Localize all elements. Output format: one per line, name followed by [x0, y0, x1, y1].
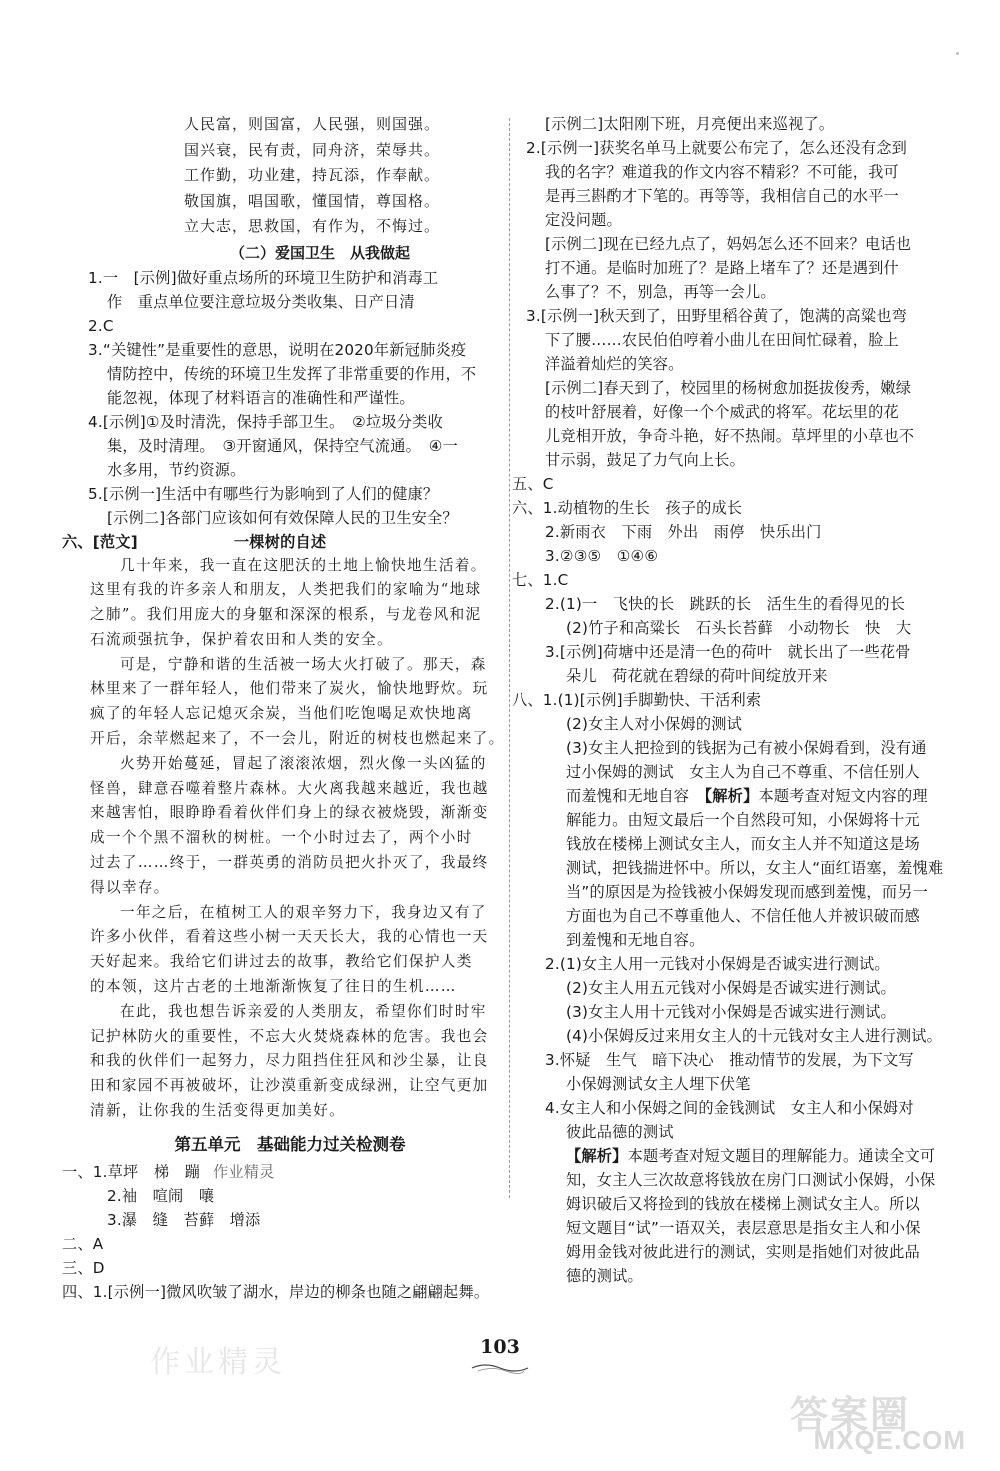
essay-line: 可是，宁静和谐的生活被一场大火打破了。那天，森	[120, 655, 487, 673]
answer-line: (2)女主人对小保姆的测试	[566, 715, 742, 733]
answer-line: 姆用金钱对彼此进行的测试，实则是指她们对彼此品	[566, 1243, 920, 1261]
answer-line: 当”的原因是为捡钱被小保姆发现而感到羞愧，而另一	[566, 883, 928, 901]
answer-line: 3.怀疑 生气 暗下决心 推动情节的发展，为下文写	[545, 1051, 914, 1069]
poem-line: 工作勤，功业建，持瓦添，作奉献。	[184, 166, 441, 184]
answer-line: 解能力。由短文最后一个自然段可知，小保姆将十元	[566, 811, 920, 829]
essay-line: 一年之后，在植树工人的艰辛努力下，我身边又有了	[120, 903, 487, 921]
essay-line: 过去了……终于，一群英勇的消防员把火扑灭了，我最终	[90, 854, 489, 872]
answer-line: 是再三斟酌才下笔的。再等等，我相信自己的水平一	[545, 187, 899, 205]
answer-line: 4.[示例]①及时清洗，保持手部卫生。 ②垃圾分类收	[88, 412, 443, 431]
poem-line: 立大志，思救国，有作为，不悔过。	[184, 217, 441, 235]
section-title: （二）爱国卫生 从我做起	[229, 243, 410, 262]
answer-line: 朵儿 荷花就在碧绿的荷叶间绽放开来	[566, 667, 828, 685]
corner-mark	[956, 52, 959, 55]
answer-line: 2.新雨衣 下雨 外出 雨停 快乐出门	[545, 523, 822, 541]
essay-line: 许多小伙伴，看着这些小树一天天长大，我的心情也一天	[90, 928, 489, 946]
poem-line: 人民富，则国富，人民强，则国强。	[184, 115, 441, 133]
essay-line: 怪兽，肆意吞噬着整片森林。大火离我越来越近，我也越	[90, 779, 489, 797]
answer-line: 甘示弱，鼓足了力气向上长。	[545, 451, 746, 469]
answer-line: 钱放在楼梯上测试女主人，而女主人并不知道这是场	[566, 835, 920, 853]
answer-line: 3.瀑 缝 苔藓 增添	[107, 1210, 261, 1229]
page-number: 103	[480, 1336, 520, 1358]
answer-text: 而羞愧和无地自容	[566, 787, 705, 805]
answer-line: 五、C	[512, 475, 554, 493]
answer-line	[62, 1160, 492, 1184]
answer-line: 能忽视，体现了材料语言的准确性和严谨性。	[107, 388, 415, 407]
essay-line: 田和家园不再被破坏，让沙漠重新变成绿洲，让空气更加	[90, 1077, 489, 1095]
answer-line: 3.[示例一]秋天到了，田野里稻谷黄了，饱满的高粱也弯	[526, 307, 908, 325]
watermark-logo-cn: 答案圈	[790, 1393, 911, 1437]
unit-title: 第五单元 基础能力过关检测卷	[174, 1134, 406, 1154]
answer-line: 我的名字？难道我的作文内容不精彩？不可能，我可	[545, 163, 899, 181]
essay-line: 之肺”。我们用庞大的身躯和深深的根系，与龙卷风和泥	[90, 606, 482, 624]
answer-line: 2.(1)女主人用一元钱对小保姆是否诚实进行测试。	[545, 955, 890, 973]
answer-line: 知，女主人三次故意将钱放在房门口测试小保姆，小保	[566, 1171, 936, 1189]
essay-title: 一棵树的自述	[233, 532, 327, 551]
essay-line: 得以幸存。	[90, 878, 170, 896]
answer-line: 水多用，节约资源。	[107, 460, 246, 479]
answer-line: 2.袖 喧闹 嚷	[107, 1186, 215, 1205]
answer-line: [示例二]太阳刚下班，月亮便出来巡视了。	[545, 115, 835, 133]
essay-line: 在此，我也想告诉亲爱的人类朋友，希望你们时时牢	[120, 1002, 487, 1020]
answer-line: (2)竹子和高粱长 石头长苔藓 小动物长 快 大	[566, 619, 912, 637]
answer-line: 4.女主人和小保姆之间的金钱测试 女主人和小保姆对	[545, 1099, 914, 1117]
answer-line: 过小保姆的测试 女主人为自己不尊重、不信任别人	[566, 763, 920, 781]
answer-line: 儿竞相开放，争奇斗艳，好不热闹。草坪里的小草也不	[545, 427, 915, 445]
essay-line: 几十年来，我一直在这肥沃的土地上愉快地生活着。	[120, 556, 487, 574]
answer-text: 本题考查对短文题目的理解能力。通读全文可	[627, 1147, 936, 1165]
answer-line: 小保姆测试女主人埋下伏笔	[566, 1075, 751, 1093]
answer-line: 2.C	[88, 316, 114, 335]
answer-text: 本题考查对短文内容的理	[758, 787, 928, 805]
answer-line: 四、1.[示例一]微风吹皱了湖水，岸边的柳条也随之翩翩起舞。	[62, 1282, 490, 1301]
answer-line	[526, 1144, 946, 1168]
essay-line: 清新，让你我的生活变得更加美好。	[90, 1102, 346, 1120]
answer-line: 测试，把钱揣进怀中。所以，女主人“面红语塞，羞愧难	[566, 859, 944, 877]
answer-line: 二、A	[62, 1234, 104, 1253]
essay-line: 石流顽强抗争，保护着农田和人类的安全。	[90, 630, 393, 648]
essay-heading	[62, 530, 492, 554]
answer-line: 情防控中，传统的环境卫生发挥了非常重要的作用，不	[107, 364, 477, 383]
poem-line: 国兴衰，民有责，同舟济，荣辱共。	[184, 140, 441, 159]
analysis-tag: 【解析】	[704, 787, 759, 805]
answer-line: 方面也为自己不尊重他人、不信任他人并被识破而感	[566, 907, 920, 925]
right-column	[512, 112, 946, 1288]
essay-line: 火势开始蔓延，冒起了滚滚浓烟，烈火像一头凶猛的	[120, 754, 487, 772]
column-divider	[509, 118, 510, 1198]
watermark-logo	[770, 1382, 980, 1462]
answer-line: 1.一 [示例]做好重点场所的环境卫生防护和消毒工	[88, 268, 439, 287]
essay-line: 这里有我的许多亲人和朋友，人类把我们的家喻为“地球	[90, 581, 482, 599]
answer-line: 集，及时清理。 ③开窗通风，保持空气流通。 ④一	[107, 436, 458, 455]
answer-line: (2)女主人用五元钱对小保姆是否诚实进行测试。	[566, 979, 896, 997]
watermark-logo-url: MXQE.COM	[813, 1425, 966, 1455]
answer-line: 下了腰……农民伯伯哼着小曲儿在田间忙碌着，脸上	[545, 331, 899, 349]
answer-line: 六、1.动植物的生长 孩子的成长	[512, 499, 743, 517]
answer-line: 2.[示例一]获奖名单马上就要公布完了，怎么还没有念到	[526, 139, 908, 157]
answer-line: 3.[示例]荷塘中还是清一色的荷叶 就长出了一些花骨	[545, 643, 911, 661]
answer-line: 作 重点单位要注意垃圾分类收集、日产日清	[107, 292, 415, 311]
answer-line: (3)女主人用十元钱对小保姆是否诚实进行测试。	[566, 1003, 896, 1021]
essay-line: 和我的伙伴们一起努力，尽力阻挡住狂风和沙尘暴，让良	[90, 1052, 489, 1070]
essay-line: 的本领，这片古老的土地渐渐恢复了往日的生机……	[90, 978, 457, 996]
essay-body	[88, 554, 505, 1124]
left-column	[62, 112, 505, 1304]
answer-line	[526, 784, 946, 808]
answer-line: 到羞愧和无地自容。	[566, 931, 705, 949]
handwritten-mark: 作业精灵	[213, 1162, 275, 1181]
answer-line: [示例二]各部门应该如何有效保障人民的卫生安全？	[107, 508, 458, 527]
section-label: 六、[范文]	[62, 532, 138, 551]
answer-line: (4)小保姆反过来用女主人的十元钱对女主人进行测试。	[566, 1027, 943, 1045]
answer-line: 的枝叶舒展着，好像一个个威武的将军。花坛里的花	[545, 403, 899, 421]
poem-line: 敬国旗，唱国歌，懂国情，尊国格。	[184, 191, 441, 210]
answer-line: 德的测试。	[566, 1267, 643, 1285]
answer-line: (3)女主人把捡到的钱据为己有被小保姆看到，没有通	[566, 739, 927, 757]
answer-line: 洋溢着灿烂的笑容。	[545, 355, 684, 373]
answer-line: [示例二]春天到了，校园里的杨树愈加挺拔俊秀，嫩绿	[545, 379, 912, 397]
poem-block	[88, 112, 492, 240]
answer-line: 短文题目“试”一语双关，表层意思是指女主人和小保	[566, 1219, 921, 1237]
answer-line: 么事了？不，别急，再等一会儿。	[545, 283, 776, 301]
analysis-tag: 【解析】	[566, 1147, 628, 1165]
answer-line: 三、D	[62, 1258, 105, 1277]
essay-line: 疯了的年轻人忘记熄灭余炭，当他们吃饱喝足欢快地离	[90, 705, 473, 723]
essay-line: 开后，余苹燃起来了，不一会儿，附近的树枝也燃起来了。	[90, 730, 505, 748]
answer-line: [示例二]现在已经九点了，妈妈怎么还不回来？电话也	[545, 235, 912, 253]
watermark-text: 作业精灵	[150, 1345, 286, 1380]
answer-line: 姆识破后又将捡到的钱放在楼梯上测试女主人。所以	[566, 1195, 920, 1213]
page-ornament-icon	[470, 1362, 530, 1374]
essay-line: 天好起来。我给它们讲过去的故事，教给它们保护人类	[90, 953, 473, 971]
essay-line: 记护林防火的重要性，不忘大火焚烧森林的危害。我也会	[90, 1027, 489, 1045]
essay-line: 林里来了一群年轻人，他们带来了炭火，愉快地野炊。玩	[90, 680, 489, 698]
answer-line: 七、1.C	[512, 571, 569, 589]
answer-line: 定没问题。	[545, 211, 622, 229]
answer-line: 彼此品德的测试	[566, 1123, 674, 1141]
answer-line: 八、1.(1)[示例]手脚勤快、干活利索	[512, 691, 762, 709]
answer-line: 3.“关键性”是重要性的意思，说明在2020年新冠肺炎疫	[88, 340, 467, 359]
answer-line: 打不通。是临时加班了？是路上堵车了？还是遇到什	[545, 259, 899, 277]
answer-line: 3.②③⑤ ①④⑥	[545, 547, 659, 565]
answer-text: 一、1.草坪 梯 蹦	[62, 1162, 200, 1181]
essay-line: 来越害怕，眼睁睁看着伙伴们身上的绿衣被烧毁，渐渐变	[90, 804, 489, 822]
answer-line: 5.[示例一]生活中有哪些行为影响到了人们的健康？	[88, 484, 439, 503]
essay-line: 成一个个黑不溜秋的树桩。一个小时过去了，两个小时	[90, 829, 473, 847]
answer-line: 2.(1)一 飞快的长 跳跃的长 活生生的看得见的长	[545, 595, 906, 613]
